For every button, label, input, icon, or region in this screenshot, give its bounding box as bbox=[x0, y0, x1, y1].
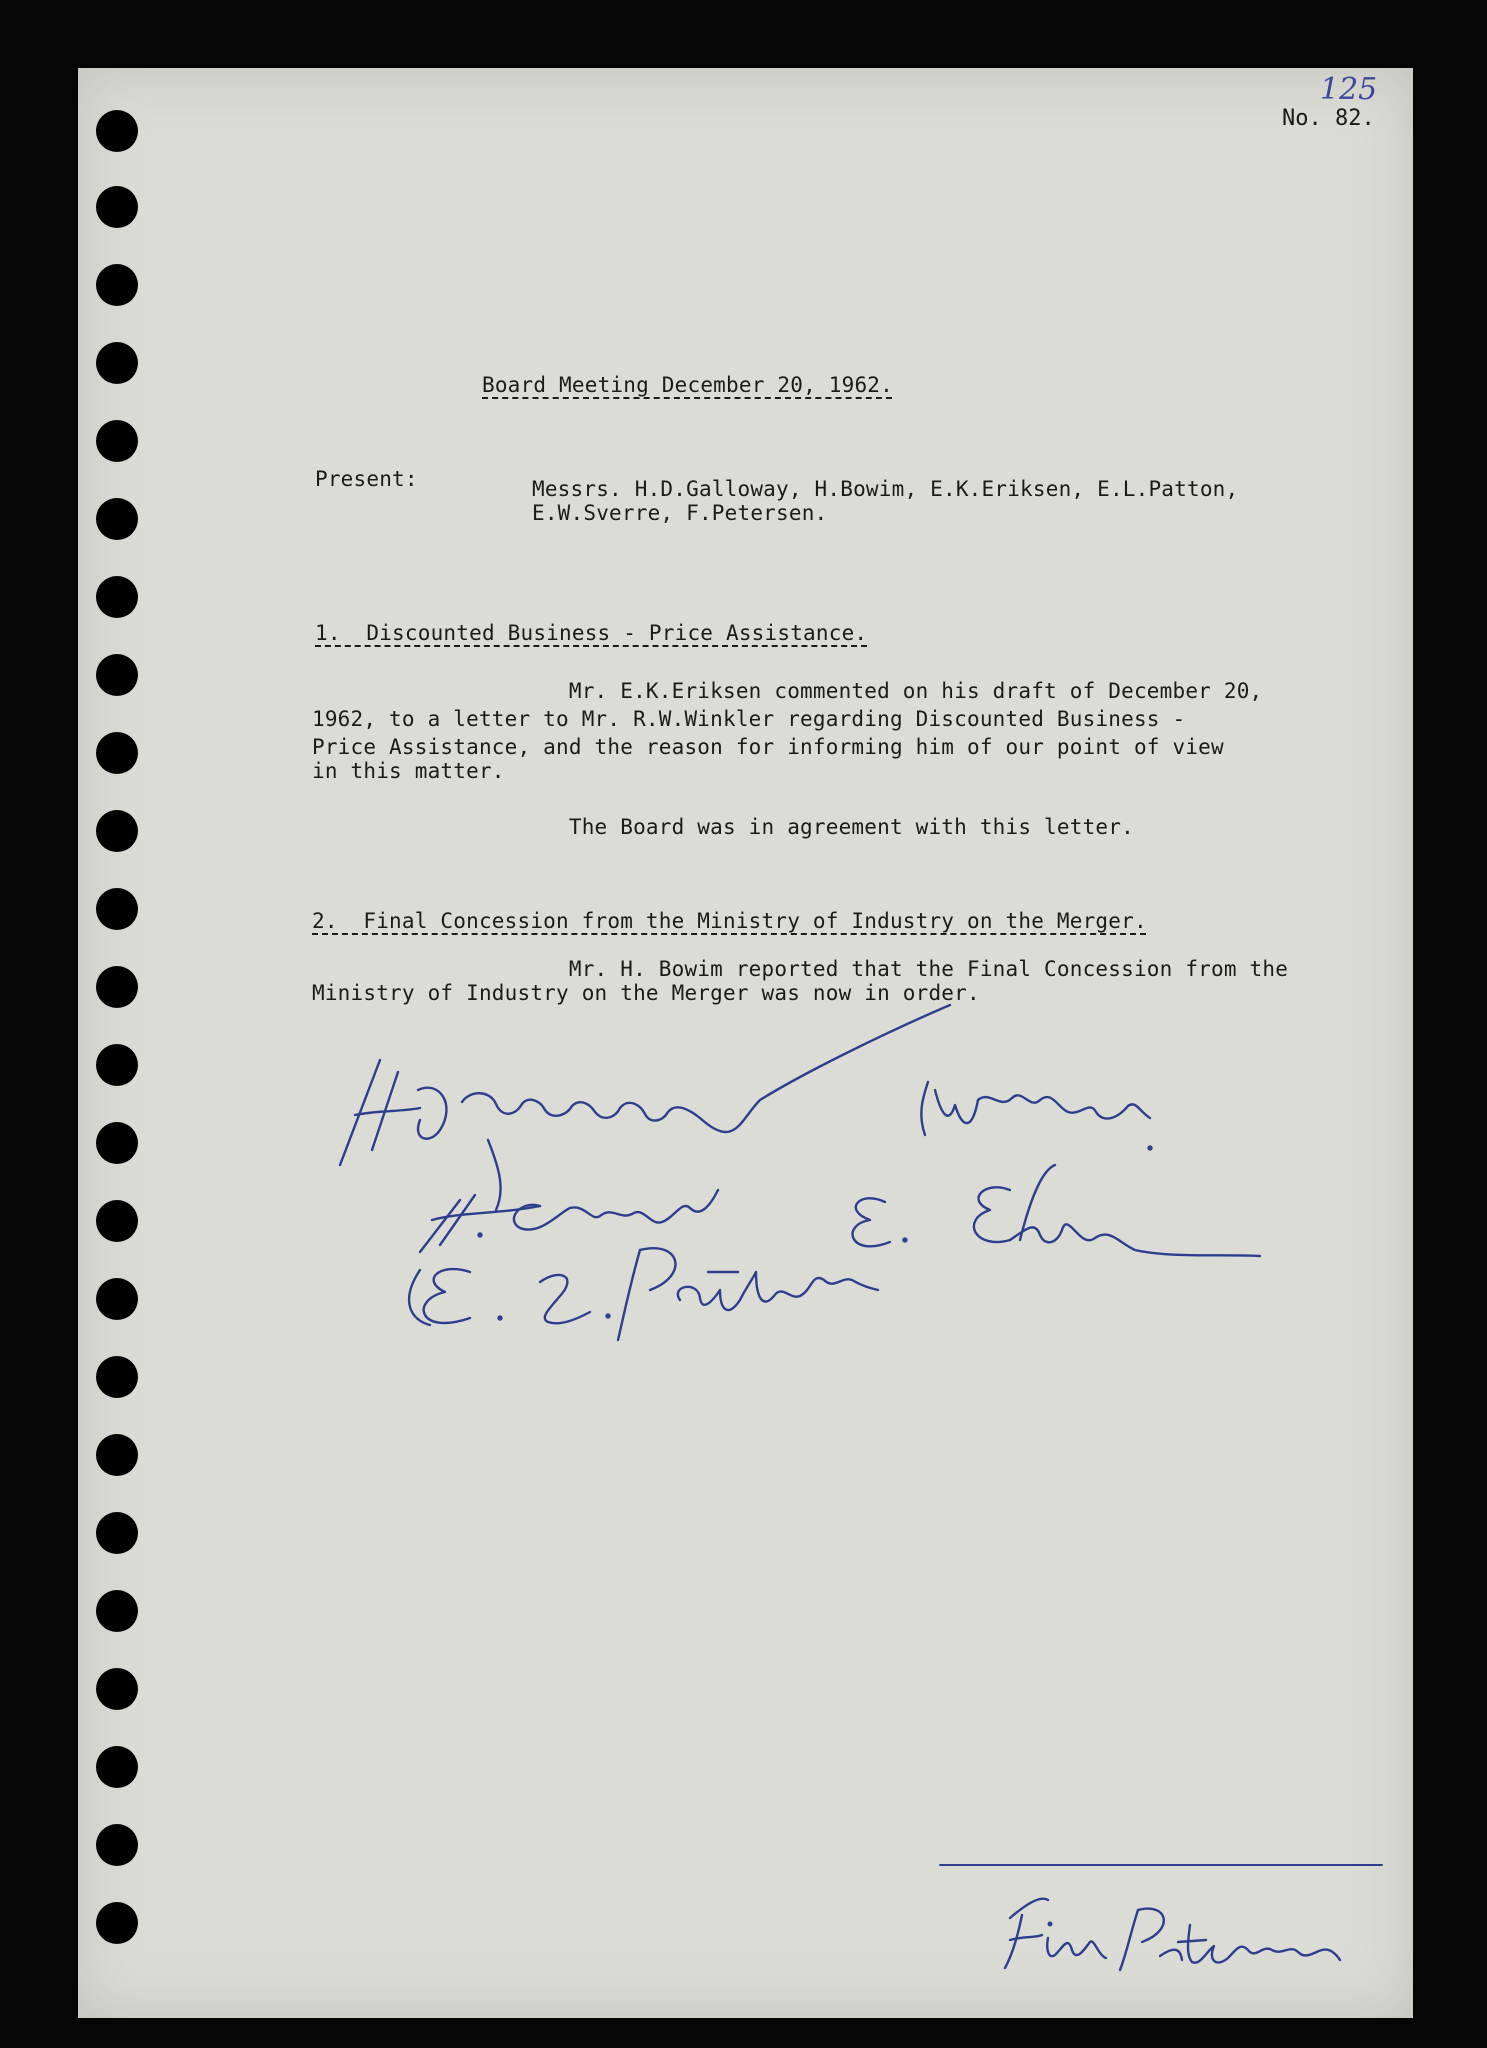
present-line-2: E.W.Sverre, F.Petersen. bbox=[532, 501, 828, 525]
signature-petersen bbox=[940, 1865, 1382, 1970]
signature-galloway bbox=[340, 1005, 950, 1165]
present-label: Present: bbox=[315, 467, 418, 491]
item-2-heading: 2. Final Concession from the Ministry of Industry on the Merger. bbox=[312, 909, 1147, 933]
item-2-para-1-line-1: Mr. H. Bowim reported that the Final Concession from the bbox=[312, 957, 1289, 981]
item-2-para-1-line-2: Ministry of Industry on the Merger was now in order. bbox=[312, 981, 980, 1005]
item-1-para-1-line-2: 1962, to a letter to Mr. R.W.Winkler regarding Discounted Business - bbox=[312, 707, 1186, 731]
item-1-para-1-line-4: in this matter. bbox=[312, 759, 505, 783]
signature-bowim bbox=[420, 1140, 718, 1252]
meeting-title: Board Meeting December 20, 1962. bbox=[482, 373, 893, 397]
item-1-para-1-line-3: Price Assistance, and the reason for informing him of our point of view bbox=[312, 735, 1224, 759]
signature-patton bbox=[409, 1248, 878, 1340]
signature-sverre bbox=[921, 1082, 1151, 1150]
item-1-para-1-line-1: Mr. E.K.Eriksen commented on his draft of December 20, bbox=[312, 679, 1263, 703]
item-1-heading: 1. Discounted Business - Price Assistance. bbox=[315, 621, 868, 645]
present-line-1: Messrs. H.D.Galloway, H.Bowim, E.K.Eriksen, E.L.Patton, bbox=[532, 477, 1239, 501]
handwritten-folio-number: 125 bbox=[1320, 72, 1378, 107]
item-1-para-2-line-1: The Board was in agreement with this letter. bbox=[312, 815, 1134, 839]
signature-eriksen bbox=[853, 1165, 1260, 1256]
document-number: No. 82. bbox=[1282, 106, 1375, 131]
